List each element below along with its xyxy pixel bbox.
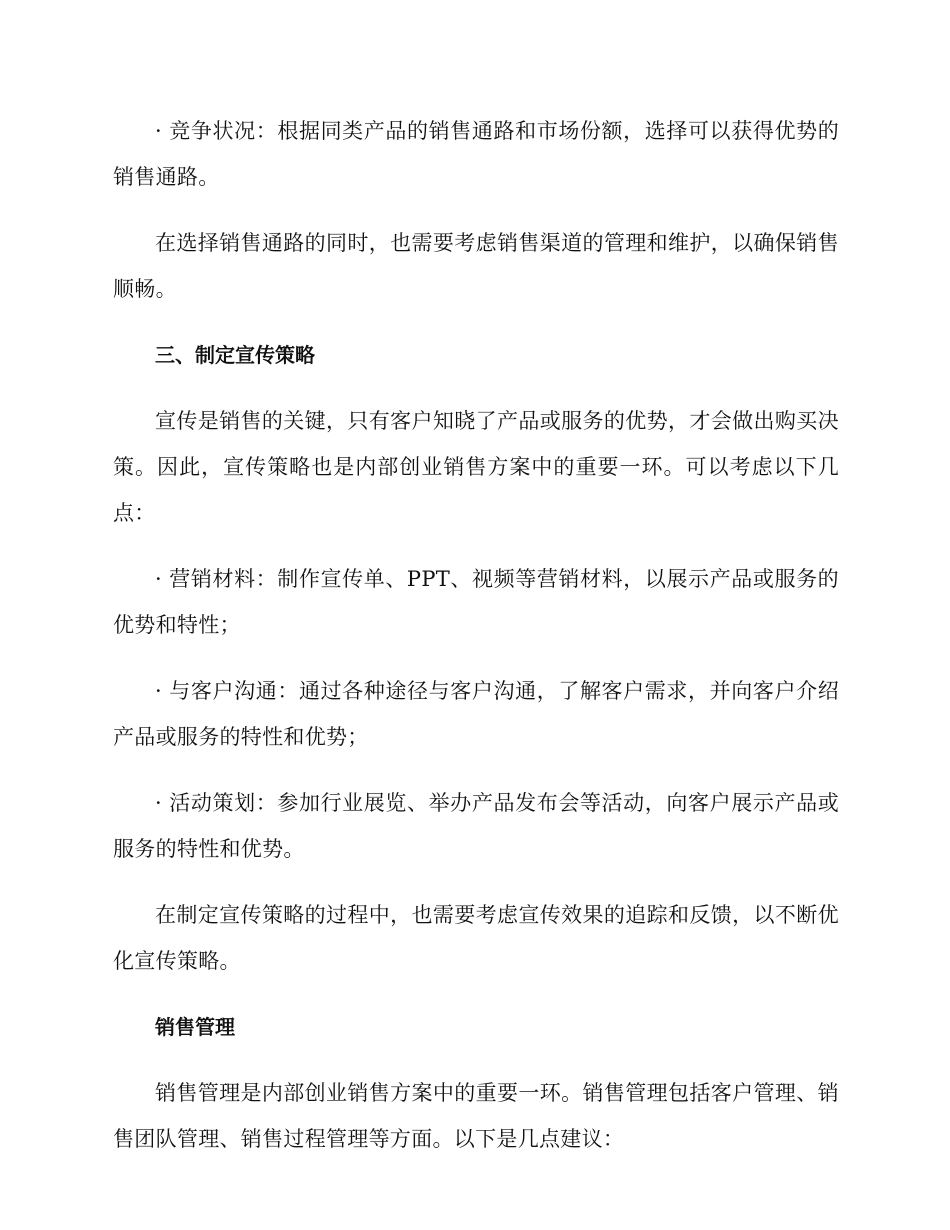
paragraph-promotion-intro: 宣传是销售的关键，只有客户知晓了产品或服务的优势，才会做出购买决策。因此，宣传策略也是内部创业销售方案中的重要一环。可以考虑以下几点： [113,409,839,525]
document-page [113,108,839,1182]
paragraph-promotion-feedback: 在制定宣传策略的过程中，也需要考虑宣传效果的追踪和反馈，以不断优化宣传策略。 [113,903,839,973]
paragraph-marketing-materials: · 营销材料：制作宣传单、PPT、视频等营销材料，以展示产品或服务的优势和特性； [113,567,839,637]
section-heading-promotion: 三、制定宣传策略 [155,343,315,367]
paragraph-competition: · 竞争状况：根据同类产品的销售通路和市场份额，选择可以获得优势的销售通路。 [113,119,839,189]
paragraph-sales-management-intro: 销售管理是内部创业销售方案中的重要一环。销售管理包括客户管理、销售团队管理、销售过程管理等方面。以下是几点建议： [113,1081,839,1151]
section-heading-sales-management: 销售管理 [155,1015,235,1039]
paragraph-customer-communication: · 与客户沟通：通过各种途径与客户沟通，了解客户需求，并向客户介绍产品或服务的特性和优势； [113,679,839,749]
paragraph-channel-management: 在选择销售通路的同时，也需要考虑销售渠道的管理和维护，以确保销售顺畅。 [113,231,839,301]
paragraph-event-planning: · 活动策划：参加行业展览、举办产品发布会等活动，向客户展示产品或服务的特性和优势。 [113,791,839,861]
